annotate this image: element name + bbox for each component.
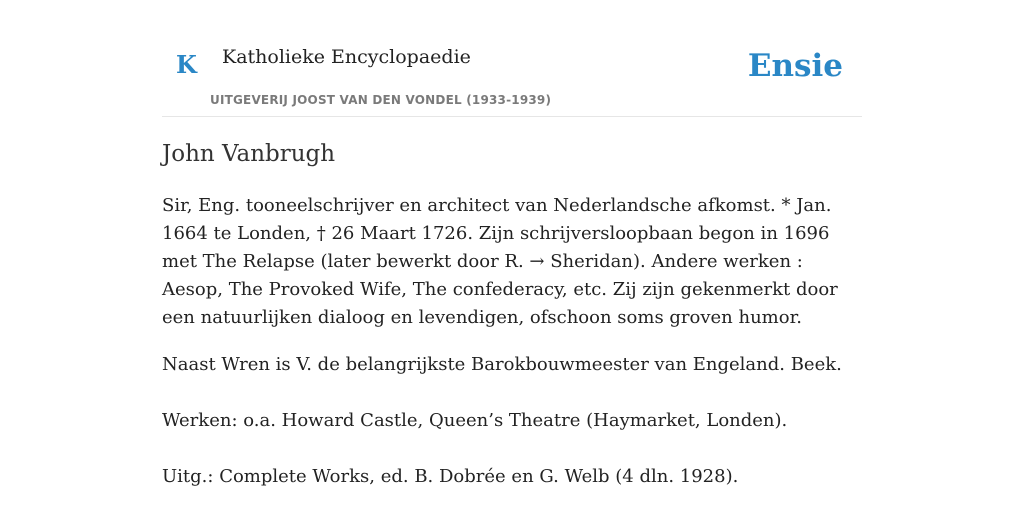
ensie-brand-link[interactable]: Ensie bbox=[747, 48, 843, 84]
article-paragraph: Naast Wren is V. de belangrijkste Barokbouwmeester van Engeland. Beek. bbox=[162, 354, 842, 375]
site-logo-link[interactable]: K bbox=[176, 50, 197, 79]
article bbox=[162, 138, 862, 491]
article-title: John Vanbrugh bbox=[162, 141, 336, 167]
article-paragraph: Sir, Eng. tooneelschrijver en architect van Nederlandsche afkomst. * Jan. 1664 te Londen, † 26 Maart 1726. Zijn schrijversloopbaan begon in 1696 met The Relapse (later bewerkt door R. → Sheridan). Andere werken : Aesop, The Provoked Wife, The confederacy, etc. Zij zijn gekenmerkt door een natuurlijken dialoog en levendigen, ofschoon soms groven humor. bbox=[162, 195, 838, 328]
publisher-label: UITGEVERIJ JOOST VAN DEN VONDEL (1933-1939) bbox=[210, 93, 552, 107]
article-paragraph: Uitg.: Complete Works, ed. B. Dobrée en G. Welb (4 dln. 1928). bbox=[162, 466, 739, 487]
encyclopedia-title-link[interactable]: Katholieke Encyclopaedie bbox=[222, 46, 471, 68]
article-paragraph: Werken: o.a. Howard Castle, Queen’s Theatre (Haymarket, Londen). bbox=[162, 410, 788, 431]
site-header bbox=[162, 0, 862, 117]
